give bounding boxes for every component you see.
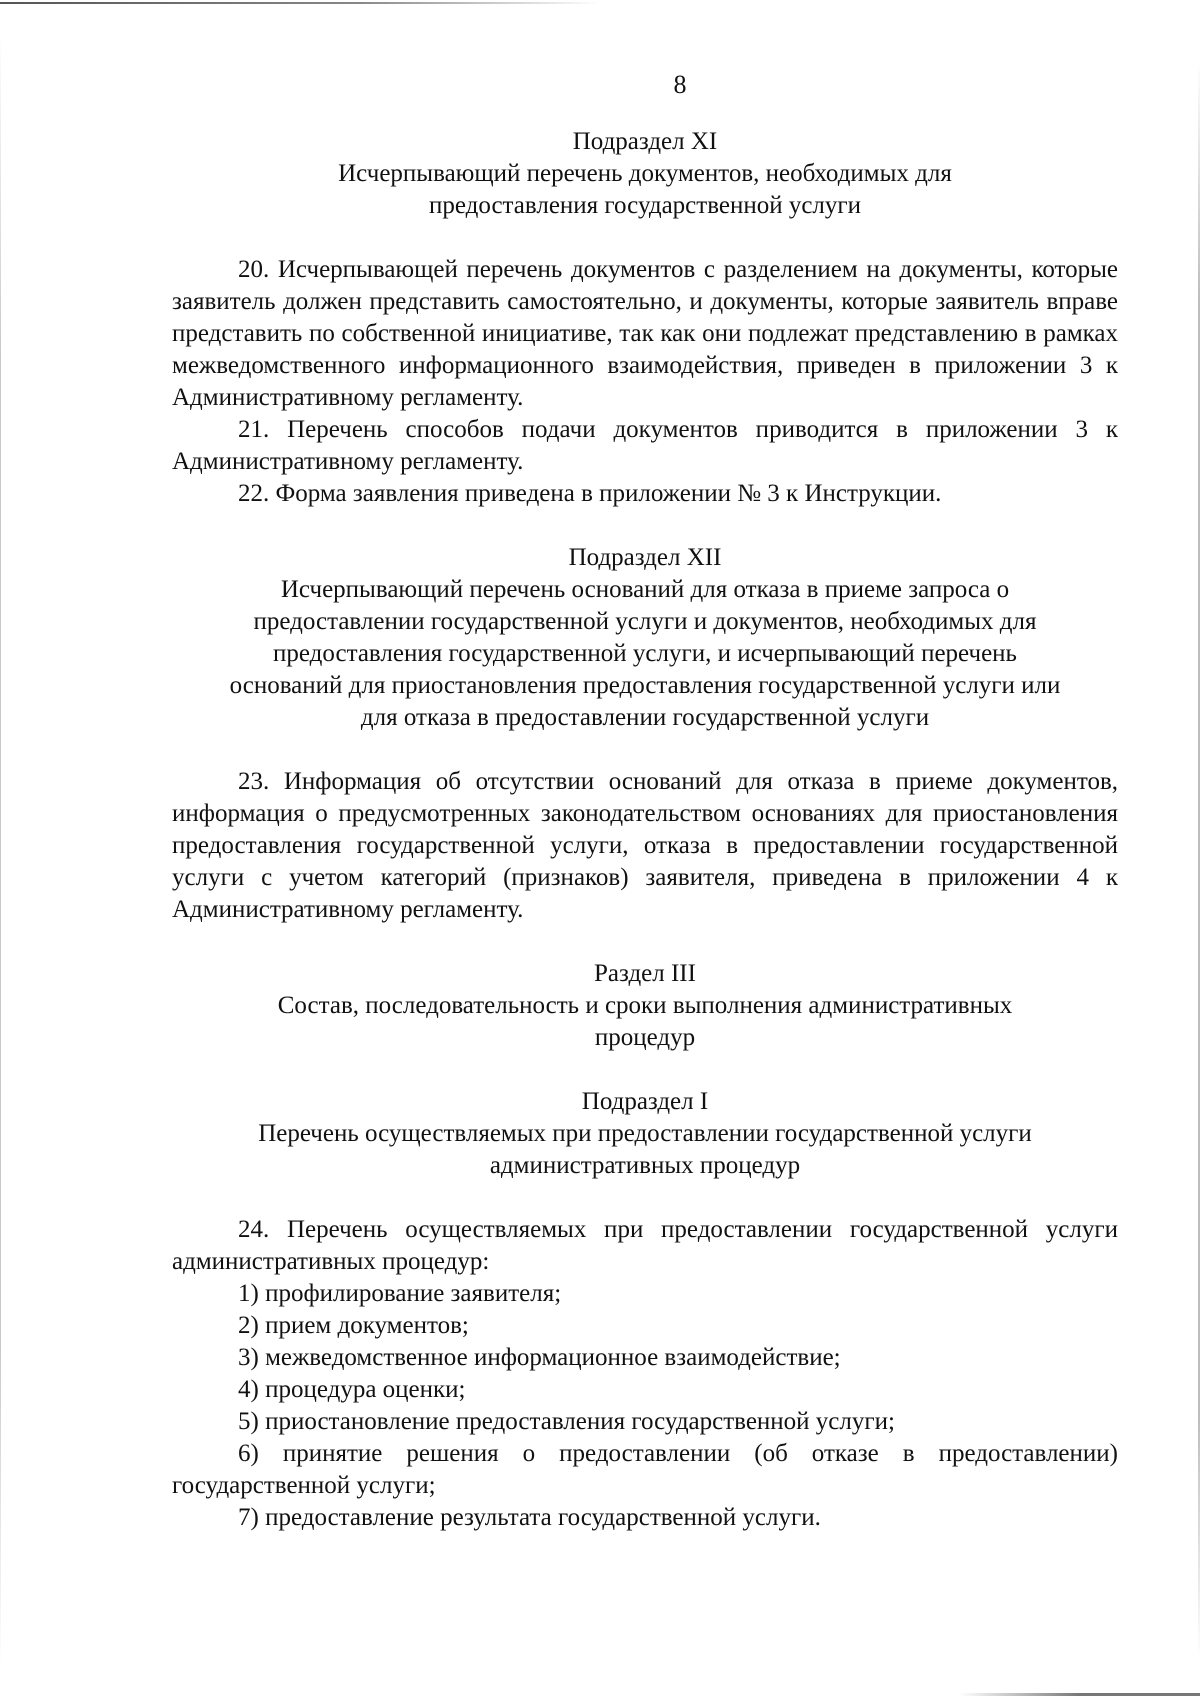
heading-line: административных процедур: [489, 1152, 801, 1179]
scan-edge-top: [0, 2, 600, 4]
page-number: 8: [673, 70, 687, 99]
scan-edge-left: [0, 30, 1, 1670]
subsection-i-list: [172, 1214, 1118, 1534]
heading-line: Раздел III: [594, 960, 696, 987]
heading-line: Перечень осуществляемых при предоставлении государственной услуги: [258, 1120, 1032, 1147]
heading-line: предоставлении государственной услуги и документов, необходимых для: [253, 608, 1037, 635]
paragraph-21: 21. Перечень способов подачи документов приводится в приложении 3 к Административному регламенту.: [172, 416, 1118, 475]
heading-line: для отказа в предоставлении государственной услуги: [360, 704, 930, 731]
subsection-i-heading: [172, 1086, 1118, 1182]
list-item: 2) прием документов;: [238, 1312, 469, 1339]
list-item: 1) профилирование заявителя;: [238, 1280, 562, 1307]
paragraph-23: 23. Информация об отсутствии оснований для отказа в приеме документов, информация о предусмотренных законодательством основаниях для приостановления предоставления государственной услуги, отказа в предоставлении государственной услуги с учетом категорий (признаков) заявителя, приведена в приложении 4 к Административному регламенту.: [172, 768, 1118, 923]
heading-line: оснований для приостановления предоставления государственной услуги или: [229, 672, 1061, 699]
heading-line: предоставления государственной услуги, и исчерпывающий перечень: [273, 640, 1017, 667]
spacer: [172, 222, 1118, 254]
spacer: [172, 1182, 1118, 1214]
subsection-xii-heading: [172, 542, 1118, 734]
heading-line: Состав, последовательность и сроки выполнения административных: [277, 992, 1013, 1019]
spacer: [172, 734, 1118, 766]
paragraph-22: 22. Форма заявления приведена в приложении № 3 к Инструкции.: [238, 480, 942, 507]
document-body: [172, 126, 1118, 1534]
list-item: 5) приостановление предоставления государственной услуги;: [238, 1408, 895, 1435]
heading-line: Подраздел XII: [568, 544, 722, 571]
heading-line: Подраздел XI: [572, 128, 718, 155]
paragraph-24: 24. Перечень осуществляемых при предоставлении государственной услуги административных процедур:: [172, 1216, 1118, 1275]
paragraph-20: 20. Исчерпывающей перечень документов с разделением на документы, которые заявитель должен представить самостоятельно, и документы, которые заявитель вправе представить по собственной инициативе, так как они подлежат представлению в рамках межведомственного информационного взаимодействия, приведен в приложении 3 к Административному регламенту.: [172, 256, 1118, 411]
subsection-xi-paragraphs: [172, 254, 1118, 510]
heading-line: Исчерпывающий перечень документов, необходимых для: [338, 160, 952, 187]
list-item: 6) принятие решения о предоставлении (об отказе в предоставлении) государственной услуги;: [172, 1440, 1118, 1499]
list-item: 3) межведомственное информационное взаимодействие;: [238, 1344, 841, 1371]
scan-edge-bottom: [960, 1693, 1200, 1696]
heading-line: предоставления государственной услуги: [428, 192, 862, 219]
section-iii-heading: [172, 958, 1118, 1054]
heading-line: Подраздел I: [581, 1088, 709, 1115]
spacer: [172, 926, 1118, 958]
list-item: 4) процедура оценки;: [238, 1376, 466, 1403]
subsection-xi-heading: [172, 126, 1118, 222]
heading-line: процедур: [594, 1024, 696, 1051]
spacer: [172, 510, 1118, 542]
spacer: [172, 1054, 1118, 1086]
heading-line: Исчерпывающий перечень оснований для отказа в приеме запроса о: [280, 576, 1010, 603]
list-item: 7) предоставление результата государственной услуги.: [238, 1504, 821, 1531]
subsection-xii-paragraphs: [172, 766, 1118, 926]
